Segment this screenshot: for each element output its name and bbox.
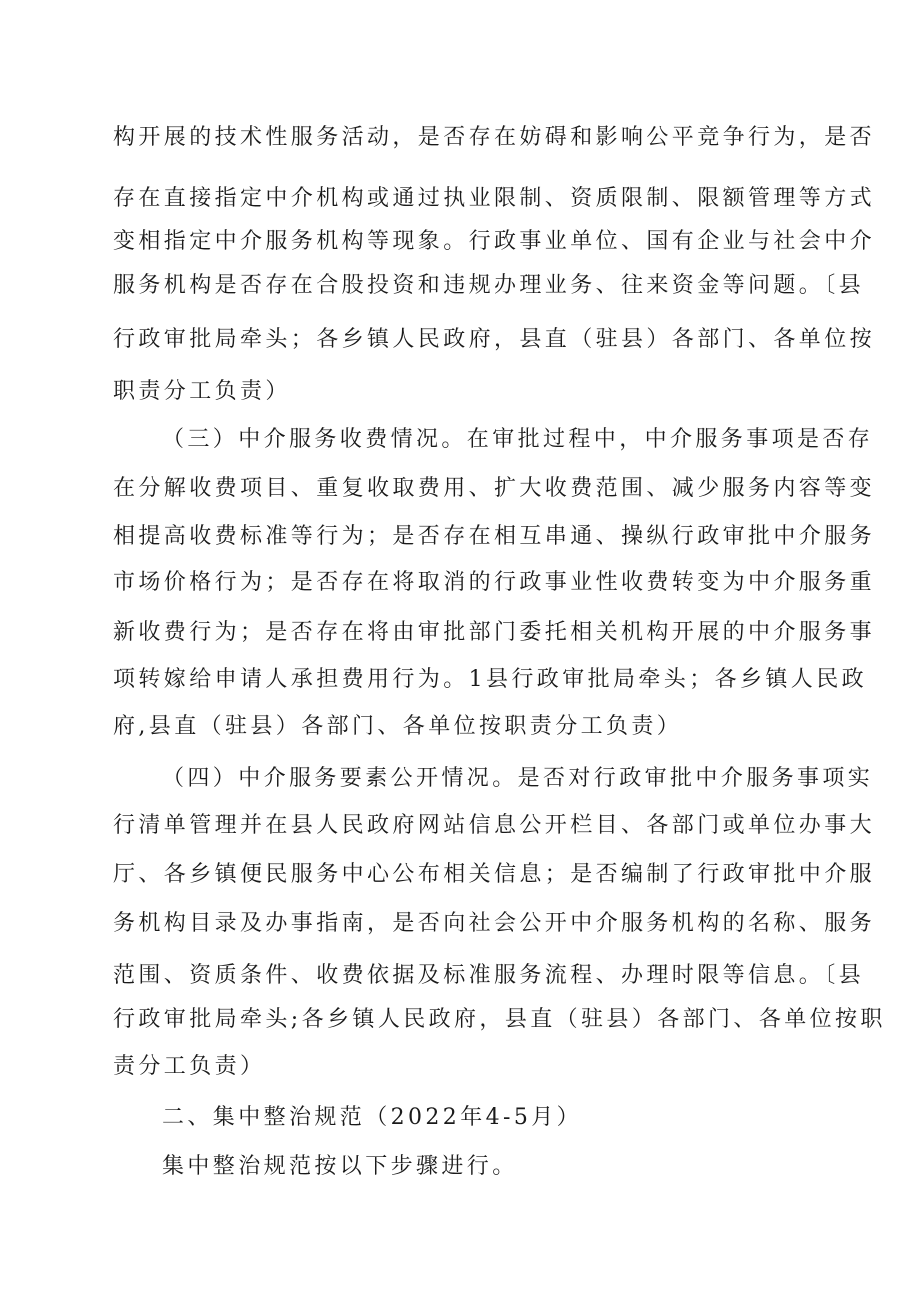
paragraph-2-line-6: 项转嫁给申请人承担费用行为。1县行政审批局牵头；各乡镇人民政 [113,667,867,692]
paragraph-3-line-1: （四）中介服务要素公开情况。是否对行政审批中介服务事项实 [162,766,874,791]
paragraph-4-line-1: 集中整治规范按以下步骤进行。 [162,1154,518,1179]
paragraph-3-line-5: 范围、资质条件、收费依据及标准服务流程、办理时限等信息。〔县 [113,963,865,988]
paragraph-2-line-3: 相提高收费标准等行为；是否存在相互串通、操纵行政审批中介服务 [113,524,876,549]
paragraph-3-line-7: 责分工负责） [113,1054,266,1079]
paragraph-1-line-3: 变相指定中介服务机构等现象。行政事业单位、国有企业与社会中介 [113,229,876,254]
paragraph-3-line-6: 行政审批局牵头;各乡镇人民政府，县直（驻县）各部门、各单位按职 [113,1007,886,1032]
paragraph-2-line-4: 市场价格行为；是否存在将取消的行政事业性收费转变为中介服务重 [113,570,876,595]
paragraph-1-line-4: 服务机构是否存在合股投资和违规办理业务、往来资金等问题。〔县 [113,273,865,298]
paragraph-1-line-5: 行政审批局牵头；各乡镇人民政府，县直（驻县）各部门、各单位按 [113,327,876,352]
paragraph-3-line-4: 务机构目录及办事指南，是否向社会公开中介服务机构的名称、服务 [113,911,876,936]
paragraph-2-line-1: （三）中介服务收费情况。在审批过程中，中介服务事项是否存 [162,427,874,452]
paragraph-1-line-1: 构开展的技术性服务活动，是否存在妨碍和影响公平竞争行为，是否 [113,125,876,150]
section-heading: 二、集中整治规范（2022年4-5月） [162,1105,583,1130]
paragraph-2-line-7: 府,县直（驻县）各部门、各单位按职责分工负责） [113,714,683,739]
paragraph-3-line-3: 厅、各乡镇便民服务中心公布相关信息；是否编制了行政审批中介服 [113,862,876,887]
paragraph-2-line-5: 新收费行为；是否存在将由审批部门委托相关机构开展的中介服务事 [113,620,876,645]
paragraph-3-line-2: 行清单管理并在县人民政府网站信息公开栏目、各部门或单位办事大 [113,813,876,838]
paragraph-1-line-2: 存在直接指定中介机构或通过执业限制、资质限制、限额管理等方式 [113,186,876,211]
paragraph-2-line-2: 在分解收费项目、重复收取费用、扩大收费范围、减少服务内容等变 [113,476,876,501]
paragraph-1-line-6: 职责分工负责） [113,379,291,404]
